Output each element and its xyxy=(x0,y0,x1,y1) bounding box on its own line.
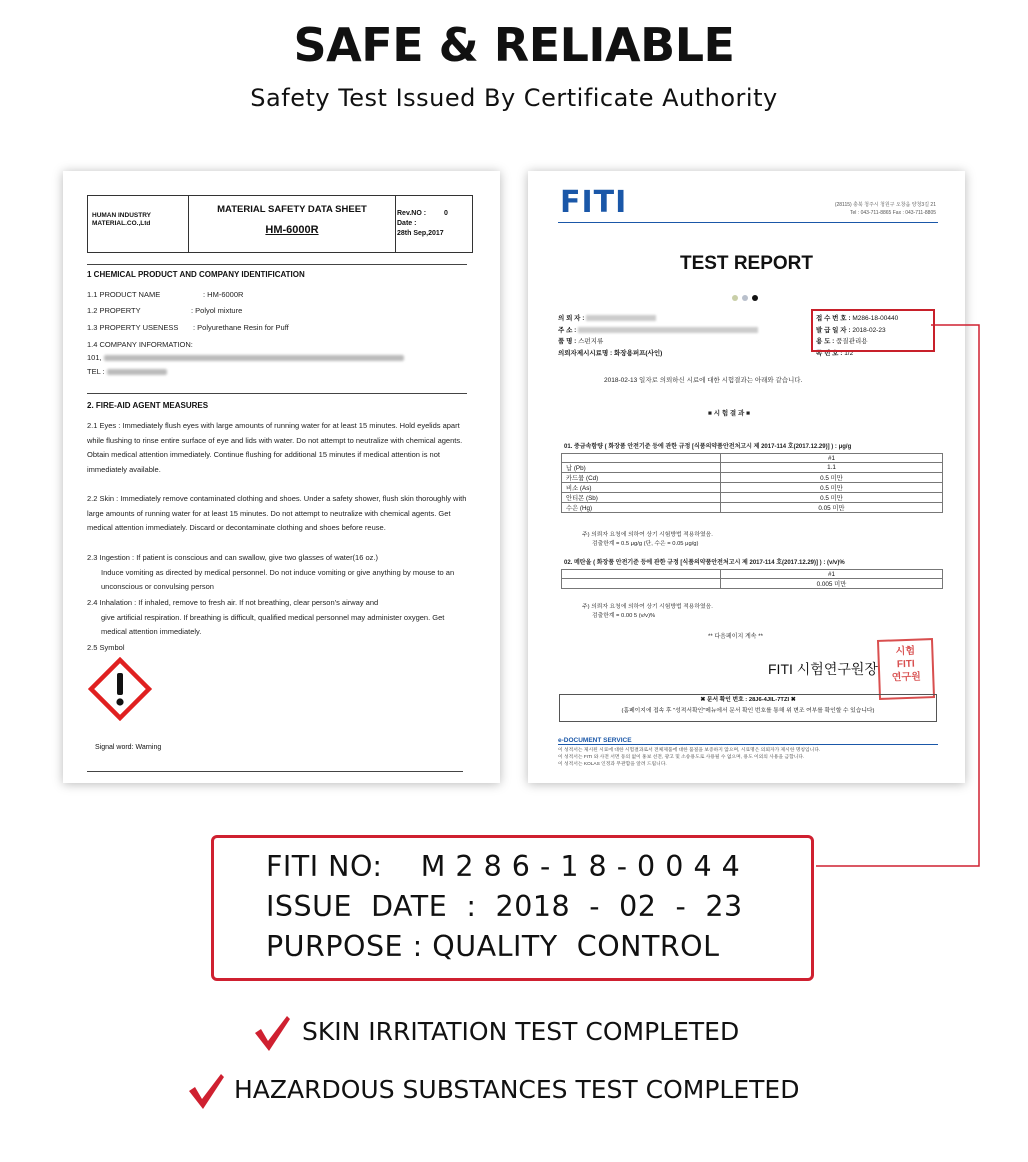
section-1-title: 1 CHEMICAL PRODUCT AND COMPANY IDENTIFICATION xyxy=(87,270,305,279)
product-name-label: 1.1 PRODUCT NAME xyxy=(87,290,161,299)
symbol-label: 2.5 Symbol xyxy=(87,643,125,652)
e-document-service-label: e-DOCUMENT SERVICE xyxy=(558,737,636,744)
ingestion-text: 2.3 Ingestion : If patient is conscious and can swallow, give two glasses of water(16 oz.) Induce vomiting as directed by medical personnel. Do not induce vomiting or give anything by mouse to an unconscious or convulsing person xyxy=(87,553,455,591)
product-code: HM-6000R xyxy=(265,224,319,236)
table-row: 비소 (As) 0.5 미만 xyxy=(562,483,943,493)
sheet-title: MATERIAL SAFETY DATA SHEET xyxy=(217,204,367,215)
page-title: SAFE & RELIABLE xyxy=(293,18,735,72)
report-footer: 이 성적서는 제시된 시료에 대한 시험결과로서 전체제품에 대한 품질을 보증하지 않으며, 시료명은 의뢰자가 제시한 명칭입니다. 이 성적서는 FITI 와 사전 서면 동의 없이 홍보 선전, 광고 및 소송용도로 사용될 수 없으며, 용도 이외의 사용을 금합니다. 이 성적서는 KOLAS 인정과 무관함을 알려 드립니다. xyxy=(558,748,821,767)
skin-text: 2.2 Skin : Immediately remove contaminated clothing and shoes. Under a safety shower, flush skin thoroughly with large amounts of running water for at least 15 minutes. Do not attempt to neutralize with chemical agents. Get medical attention immediately. Discard or decontaminate clothing and shoes before reuse. xyxy=(87,494,467,532)
table-row: 납 (Pb) 1.1 xyxy=(562,463,943,473)
document-confirm-box: ✖ 문서 확인 번호 : 28J6-4JIL-7TZI ✖ (홈페이지에 접속 후 "성적서확인"메뉴에서 문서 확인 번호를 통해 위 변조 여부를 확인할 수 있습니다) xyxy=(559,694,937,722)
test-1-note: 주) 의뢰자 요청에 의하여 상기 시험방법 적용하였음. xyxy=(582,532,713,538)
issue-date: 2018-02-23 xyxy=(852,326,886,334)
divider xyxy=(87,771,463,772)
company-address: 101, xyxy=(87,351,404,366)
fiti-test-report xyxy=(528,171,965,783)
issue-date-summary: ISSUE DATE : 2018 - 02 - 23 xyxy=(266,890,743,923)
checkmark-icon xyxy=(252,1012,292,1052)
report-title: TEST REPORT xyxy=(679,253,813,274)
test-2-table: #1 0.005 미만 xyxy=(561,569,943,589)
page-subtitle: Safety Test Issued By Certificate Authority xyxy=(250,84,778,112)
skin-irritation-check: SKIN IRRITATION TEST COMPLETED xyxy=(302,1017,740,1046)
official-seal: 시험 FITI 연구원 xyxy=(877,638,935,700)
next-page-note: ** 다음페이지 계속 ** xyxy=(708,634,763,640)
section-2-title: 2. FIRE-AID AGENT MEASURES xyxy=(87,401,209,410)
company-tel: TEL : xyxy=(87,365,167,380)
property-label: 1.2 PROPERTY xyxy=(87,306,141,315)
msds-header-table xyxy=(87,195,473,253)
inhalation-text: 2.4 Inhalation : If inhaled, remove to fresh air. If not breathing, clear person's airway and give artificial respiration. If breathing is difficult, qualified medical personnel may administer oxygen. Get medical attention immediately. xyxy=(87,598,445,636)
purpose: 품질관리용 xyxy=(836,338,868,345)
report-meta: 접 수 번 호 : M286-18-00440 발 급 일 자 : 2018-02-23 용 도 : 품질관리용 쪽 번 호 : 1/2 xyxy=(816,315,899,357)
test-1-title: 01. 중금속함량 ( 화장품 안전기준 등에 관한 규정 [식품의약품안전처고시 제 2017-114 호(2017.12.29)] ) : μg/g xyxy=(564,444,852,450)
test-2-title: 02. 메탄올 ( 화장품 안전기준 등에 관한 규정 [식품의약품안전처고시 제 2017-114 호(2017.12.29)] ) : (v/v)% xyxy=(564,560,845,566)
divider xyxy=(558,744,938,745)
page-dots xyxy=(732,288,762,306)
property-value: : Polyol mixture xyxy=(191,306,243,315)
receipt-number: M286-18-00440 xyxy=(852,315,899,322)
company-name: HUMAN INDUSTRY MATERIAL.CO.,Ltd xyxy=(92,212,151,227)
test-1-table: #1 납 (Pb) 1.1 카드뮴 (Cd) 0.5 미만 비소 (As) 0.5 미만 안티몬 (Sb) 0.5 미만 수은 (Hg) 0.05 미만 xyxy=(561,453,943,513)
divider xyxy=(558,222,938,223)
fiti-address: (28115) 충북 청주시 청원구 오창읍 양청3길 21 Tel : 043-711-8865 Fax : 043-711-8805 xyxy=(834,202,936,216)
highlight-box xyxy=(811,309,935,352)
product-name-value: : HM-6000R xyxy=(203,290,244,299)
msds-document xyxy=(63,171,500,783)
hazardous-substances-check: HAZARDOUS SUBSTANCES TEST COMPLETED xyxy=(234,1075,800,1104)
signal-word: Signal word: Warning xyxy=(95,744,162,751)
test-2-note: 주) 의뢰자 요청에 의하여 상기 시험방법 적용하였음. xyxy=(582,604,713,610)
table-row: 0.005 미만 xyxy=(562,579,943,589)
certificate-info-box xyxy=(211,835,814,981)
date-value: 28th Sep,2017 xyxy=(397,230,444,237)
rev-label: Rev.NO : xyxy=(397,210,427,217)
test-1-limit: 검출한계 = 0.5 μg/g (단, 수은 = 0.05 μg/g) xyxy=(592,541,699,547)
table-row: 수은 (Hg) 0.05 미만 xyxy=(562,503,943,513)
test-2-limit: 검출한계 = 0.00 5 (v/v)% xyxy=(592,613,656,619)
eyes-text: 2.1 Eyes : Immediately flush eyes with large amounts of running water for at least 15 minutes. Hold eyelids apart while flushing to rinse entire surface of eye and lids with water. Do not attempt to neutralize with chemical agents. Obtain medical attention immediately. Continue flushing for additional 15 minutes if medical attention is not immediately available. xyxy=(87,421,463,474)
table-row: 카드뮴 (Cd) 0.5 미만 xyxy=(562,473,943,483)
director-signature: FITI 시험연구원장 xyxy=(768,661,878,677)
purpose-summary: PURPOSE : QUALITY CONTROL xyxy=(266,930,720,963)
fiti-number: FITI NO: M 2 8 6 - 1 8 - 0 0 4 4 xyxy=(266,850,741,883)
intro-text: 2018-02-13 일자로 의뢰하신 시료에 대한 시험결과는 아래와 같습니다. xyxy=(604,377,803,384)
company-info-label: 1.4 COMPANY INFORMATION: xyxy=(87,340,193,349)
useness-value: : Polyurethane Resin for Puff xyxy=(193,323,289,332)
checkmark-icon xyxy=(186,1070,226,1110)
exclamation-hazard-icon xyxy=(88,657,152,721)
divider xyxy=(87,393,467,394)
date-label: Date : xyxy=(397,220,417,227)
fiti-logo: FITI xyxy=(560,185,628,220)
divider xyxy=(87,264,467,265)
useness-label: 1.3 PROPERTY USENESS xyxy=(87,323,179,332)
rev-value: 0 xyxy=(444,210,448,217)
client-info: 의 뢰 자 : 주 소 : 품 명 : 스펀지류 의뢰자제시시료명 : 화장용퍼프(사인) xyxy=(558,313,758,359)
table-row: 안티몬 (Sb) 0.5 미만 xyxy=(562,493,943,503)
results-heading: ■ 시 험 결 과 ■ xyxy=(708,410,750,417)
